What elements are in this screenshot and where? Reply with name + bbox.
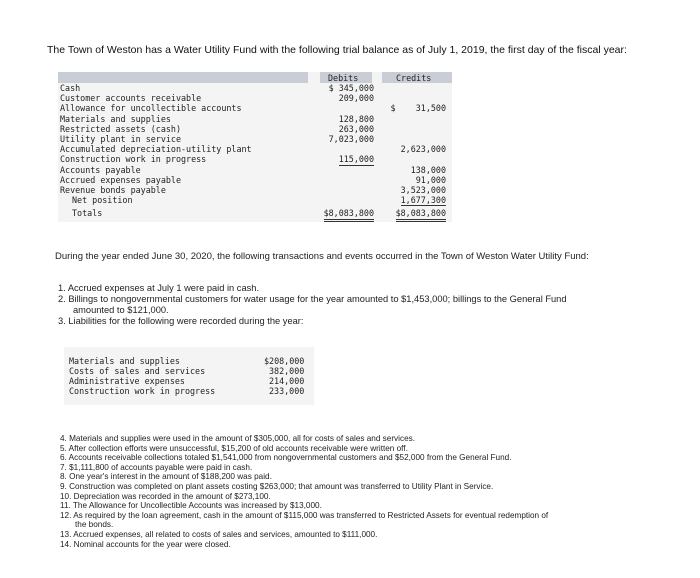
- liability-label: Materials and supplies: [69, 356, 180, 366]
- debit-value: 115,000: [338, 154, 374, 165]
- liability-value: 214,000: [269, 376, 305, 386]
- liability-label: Administrative expenses: [69, 376, 185, 386]
- transactions-list-2: [60, 434, 548, 549]
- list-item: 9. Construction was completed on plant assets costing $263,000; that amount was transferred to Utility Plant in Service.: [60, 481, 494, 491]
- total-credit: $8,083,800: [396, 208, 446, 221]
- account-label: Accumulated depreciation-utility plant: [60, 144, 252, 155]
- list-item: 13. Accrued expenses, all related to costs of sales and services, amounted to $111,000.: [60, 529, 378, 539]
- liability-value: 382,000: [269, 366, 305, 376]
- account-label: Restricted assets (cash): [60, 123, 182, 134]
- account-label: Customer accounts receivable: [60, 93, 202, 104]
- list-item: 4. Materials and supplies were used in the amount of $305,000, all for costs of sales and services.: [60, 434, 415, 443]
- list-item: 10. Depreciation was recorded in the amount of $273,100.: [60, 491, 271, 501]
- totals-row: [58, 208, 452, 218]
- debit-value: 128,800: [338, 113, 374, 124]
- table-row: [58, 93, 452, 103]
- debit-value: 209,000: [338, 93, 374, 104]
- table-row: [58, 185, 452, 195]
- credit-value: 3,523,000: [400, 185, 446, 195]
- account-label: Materials and supplies: [60, 113, 171, 124]
- total-debit: $8,083,800: [324, 208, 374, 221]
- credit-value: 138,000: [410, 164, 446, 175]
- list-item: 8. One year's interest in the amount of $188,200 was paid.: [60, 472, 272, 482]
- account-label: Revenue bonds payable: [60, 185, 166, 195]
- transactions-intro: During the year ended June 30, 2020, the following transactions and events occurred in the Town of Weston Water Utility Fund:: [55, 251, 589, 262]
- liability-value: 233,000: [269, 386, 305, 396]
- account-label: Accrued expenses payable: [60, 174, 182, 185]
- credit-value: 2,623,000: [400, 144, 446, 155]
- debit-value: $ 345,000: [328, 83, 374, 93]
- table-row: [58, 103, 452, 113]
- liabilities-table: [64, 347, 314, 405]
- list-item: 5. After collection efforts were unsuccessful, $15,200 of old accounts receivable were written off.: [60, 443, 408, 453]
- list-item: 3. Liabilities for the following were recorded during the year:: [58, 316, 304, 326]
- account-label: Utility plant in service: [60, 134, 182, 144]
- list-item: 12. As required by the loan agreement, cash in the amount of $115,000 was transferred to Restricted Assets for eventual redemption of: [60, 510, 549, 520]
- totals-label: Totals: [72, 208, 103, 219]
- account-label: Allowance for uncollectible accounts: [60, 103, 242, 114]
- debits-header: Debits: [328, 73, 359, 83]
- liability-value: $208,000: [264, 356, 305, 366]
- list-item-continuation: the bonds.: [75, 520, 114, 530]
- transactions-list-1: [58, 283, 567, 327]
- account-label: Net position: [72, 195, 133, 206]
- table-row: [58, 83, 452, 93]
- table-row: [58, 124, 452, 134]
- account-label: Cash: [60, 83, 81, 93]
- list-item: 1. Accrued expenses at July 1 were paid in cash.: [58, 283, 260, 293]
- trial-balance-table: [58, 72, 452, 222]
- table-row: [58, 165, 452, 175]
- list-item-continuation: amounted to $121,000.: [73, 305, 169, 315]
- credits-header: Credits: [396, 73, 432, 83]
- list-item: 14. Nominal accounts for the year were closed.: [60, 539, 231, 549]
- list-item: 6. Accounts receivable collections totaled $1,541,000 from nongovernmental customers and $52,000 from the General Fund.: [60, 453, 512, 463]
- table-row: [58, 154, 452, 164]
- intro-text: The Town of Weston has a Water Utility Fund with the following trial balance as of July 1, 2019, the first day of the fiscal year:: [47, 44, 627, 56]
- table-row: [58, 144, 452, 154]
- list-item: 2. Billings to nongovernmental customers for water usage for the year amounted to $1,453,000; billings to the General Fund: [58, 294, 567, 304]
- trial-balance-header: [58, 72, 452, 83]
- credit-value: 1,677,300: [400, 195, 446, 206]
- credit-value: $ 31,500: [390, 103, 446, 114]
- account-label: Construction work in progress: [60, 154, 207, 165]
- list-item: 11. The Allowance for Uncollectible Accounts was increased by $13,000.: [60, 501, 322, 511]
- table-row: [58, 195, 452, 205]
- table-row: [58, 114, 452, 124]
- debit-value: 263,000: [338, 123, 374, 134]
- table-row: [58, 175, 452, 185]
- table-row: [58, 134, 452, 144]
- credit-value: 91,000: [415, 174, 446, 185]
- liability-label: Construction work in progress: [69, 386, 216, 396]
- liability-label: Costs of sales and services: [69, 366, 206, 376]
- table-row: [64, 387, 314, 397]
- list-item: 7. $1,111,800 of accounts payable were paid in cash.: [60, 462, 253, 472]
- account-label: Accounts payable: [60, 164, 141, 175]
- debit-value: 7,023,000: [328, 134, 374, 144]
